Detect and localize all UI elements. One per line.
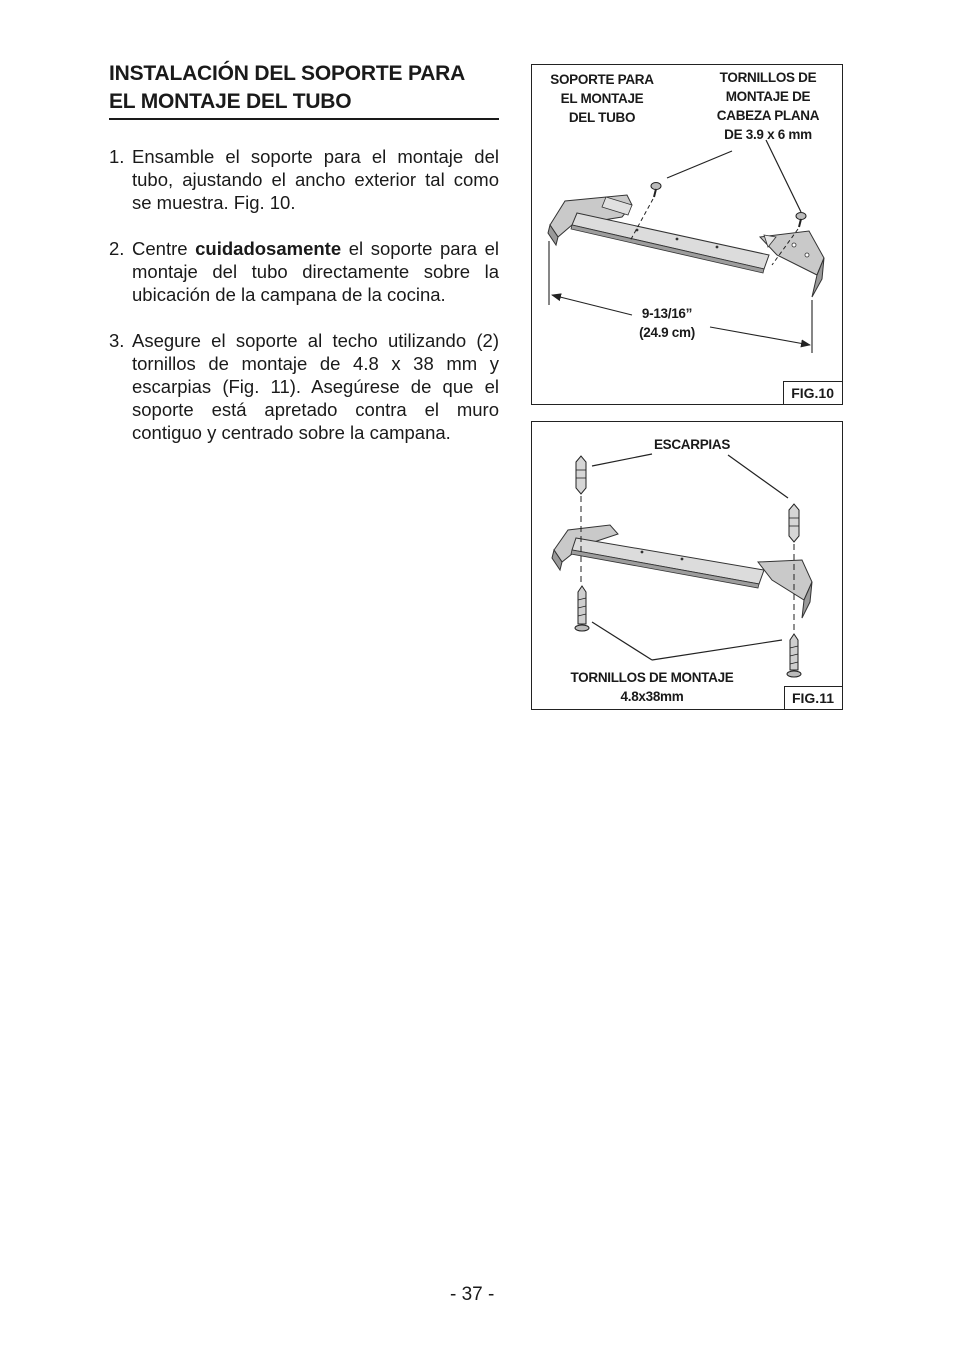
step-text: Asegure el soporte al techo utilizando (2) tornillos de montaje de 4.8 x 38 mm y escarpias (Fig. 11). Asegúrese de que el soporte está apretado contra el muro contiguo y centrado sobre la campana. xyxy=(132,330,499,443)
fig11-leader-anchor-left xyxy=(592,454,652,466)
fig10-label-bracket: SOPORTE PARA EL MONTAJE DEL TUBO xyxy=(550,72,654,125)
fig11-leader-screw-left xyxy=(592,622,652,660)
fig11-label-screws: TORNILLOS DE MONTAJE 4.8x38mm xyxy=(570,670,734,704)
page-number: - 37 - xyxy=(450,1284,495,1305)
figure-11 xyxy=(531,421,843,710)
fig10-bracket-bar xyxy=(571,213,769,273)
step-1 xyxy=(109,145,499,214)
fig10-screw-right xyxy=(796,213,806,228)
fig11-tag: FIG.11 xyxy=(784,686,843,710)
fig11-anchor-right xyxy=(789,504,799,542)
step-text xyxy=(132,237,499,306)
fig11-anchor-left xyxy=(576,456,586,494)
fig10-tag: FIG.10 xyxy=(783,381,843,405)
step-text: Ensamble el soporte para el montaje del tubo, ajustando el ancho exterior tal como se muestra. Fig. 10. xyxy=(132,146,499,213)
fig10-dimension-label: 9-13/16” (24.9 cm) xyxy=(639,306,695,340)
section-heading xyxy=(109,60,499,120)
fig10-screw-left xyxy=(651,183,661,198)
step-text-before: Centre xyxy=(132,238,196,259)
fig11-leader-screw-right xyxy=(652,640,782,660)
fig10-leader-screw-right xyxy=(766,140,801,212)
fig11-leader-anchor-right xyxy=(728,455,788,498)
section-heading-line-1: INSTALACIÓN DEL SOPORTE PARA xyxy=(109,62,466,85)
section-heading-line-2: EL MONTAJE DEL TUBO xyxy=(109,90,352,113)
step-number: 1. xyxy=(109,146,125,167)
fig10-leader-screw-left xyxy=(667,151,732,178)
fig11-screw-right xyxy=(787,634,801,677)
fig10-dimension-arrow-left xyxy=(552,295,632,315)
fig11-label-anchors: ESCARPIAS xyxy=(653,437,731,452)
fig11-screw-left xyxy=(575,586,589,631)
fig10-bracket-right xyxy=(760,231,824,297)
fig10-dimension-arrow-right xyxy=(710,327,810,345)
figure-10 xyxy=(531,64,843,405)
step-2 xyxy=(109,237,499,306)
step-text-emphasis: cuidadosamente xyxy=(195,238,342,259)
step-number: 2. xyxy=(109,238,125,259)
step-text-after: el soporte para el montaje del tubo directamente sobre la ubicación de la campana de la cocina. xyxy=(132,238,500,305)
step-3 xyxy=(109,329,499,444)
instruction-steps xyxy=(109,145,499,467)
fig10-label-screws: TORNILLOS DE MONTAJE DE CABEZA PLANA DE 3.9 x 6 mm xyxy=(716,70,820,142)
fig11-bracket xyxy=(552,525,812,618)
step-number: 3. xyxy=(109,330,125,351)
